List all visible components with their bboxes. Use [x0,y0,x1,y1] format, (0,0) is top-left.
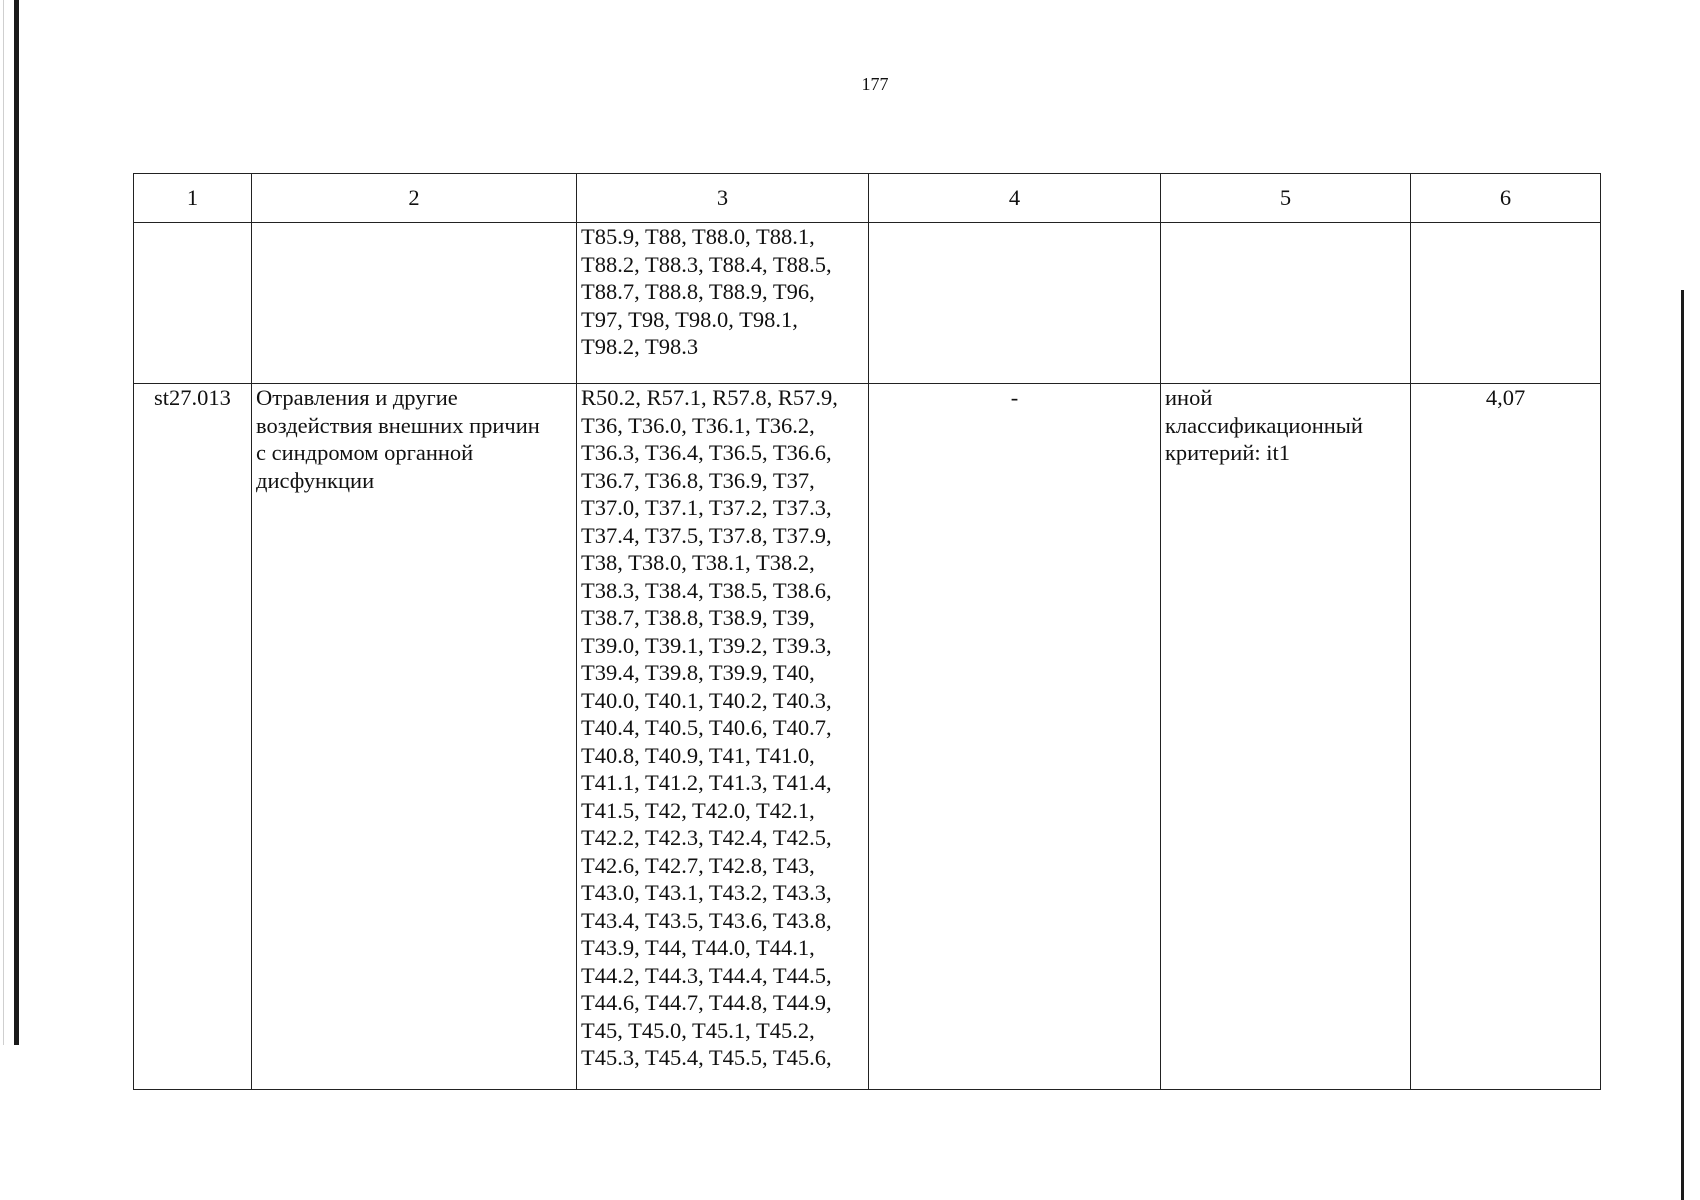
table-row [134,384,1601,1090]
cell-col4 [869,223,1161,384]
scan-edge-thin [3,0,4,1045]
cell-col4: - [869,384,1161,1090]
scan-edge-left [14,0,19,1045]
page-number: 177 [861,74,889,94]
header-cell-3: 3 [577,174,869,223]
cell-icd-codes: R50.2, R57.1, R57.8, R57.9, T36, T36.0, T36.1, T36.2, T36.3, T36.4, T36.5, T36.6, T36.7, T36.8, T36.9, T37, T37.0, T37.1, T37.2, T37.3, T37.4, T37.5, T37.8, T37.9, T38, T38.0, T38.1, T38.2, T38.3, T38.4, T38.5, T38.6, T38.7, T38.8, T38.9, T39, T39.0, T39.1, T39.2, T39.3, T39.4, T39.8, T39.9, T40, T40.0, T40.1, T40.2, T40.3, T40.4, T40.5, T40.6, T40.7, T40.8, T40.9, T41, T41.0, T41.1, T41.2, T41.3, T41.4, T41.5, T42, T42.0, T42.1, T42.2, T42.3, T42.4, T42.5, T42.6, T42.7, T42.8, T43, T43.0, T43.1, T43.2, T43.3, T43.4, T43.5, T43.6, T43.8, T43.9, T44, T44.0, T44.1, T44.2, T44.3, T44.4, T44.5, T44.6, T44.7, T44.8, T44.9, T45, T45.0, T45.1, T45.2, T45.3, T45.4, T45.5, T45.6, [577,384,869,1090]
cell-coefficient [1411,223,1601,384]
cell-code: st27.013 [134,384,252,1090]
table-row [134,223,1601,384]
cell-criterion [1161,223,1411,384]
header-cell-4: 4 [869,174,1161,223]
header-cell-6: 6 [1411,174,1601,223]
cell-name [252,223,577,384]
cell-icd-codes: T85.9, T88, T88.0, T88.1, T88.2, T88.3, T88.4, T88.5, T88.7, T88.8, T88.9, T96, T97, T98, T98.0, T98.1, T98.2, T98.3 [577,223,869,384]
header-cell-2: 2 [252,174,577,223]
cell-coefficient: 4,07 [1411,384,1601,1090]
header-row [134,174,1601,223]
cell-code [134,223,252,384]
data-table [133,173,1601,1090]
cell-criterion: иной классификационный критерий: it1 [1161,384,1411,1090]
cell-name: Отравления и другие воздействия внешних причин с синдромом органной дисфункции [252,384,577,1090]
scan-edge-right [1681,290,1684,1200]
header-cell-1: 1 [134,174,252,223]
header-cell-5: 5 [1161,174,1411,223]
